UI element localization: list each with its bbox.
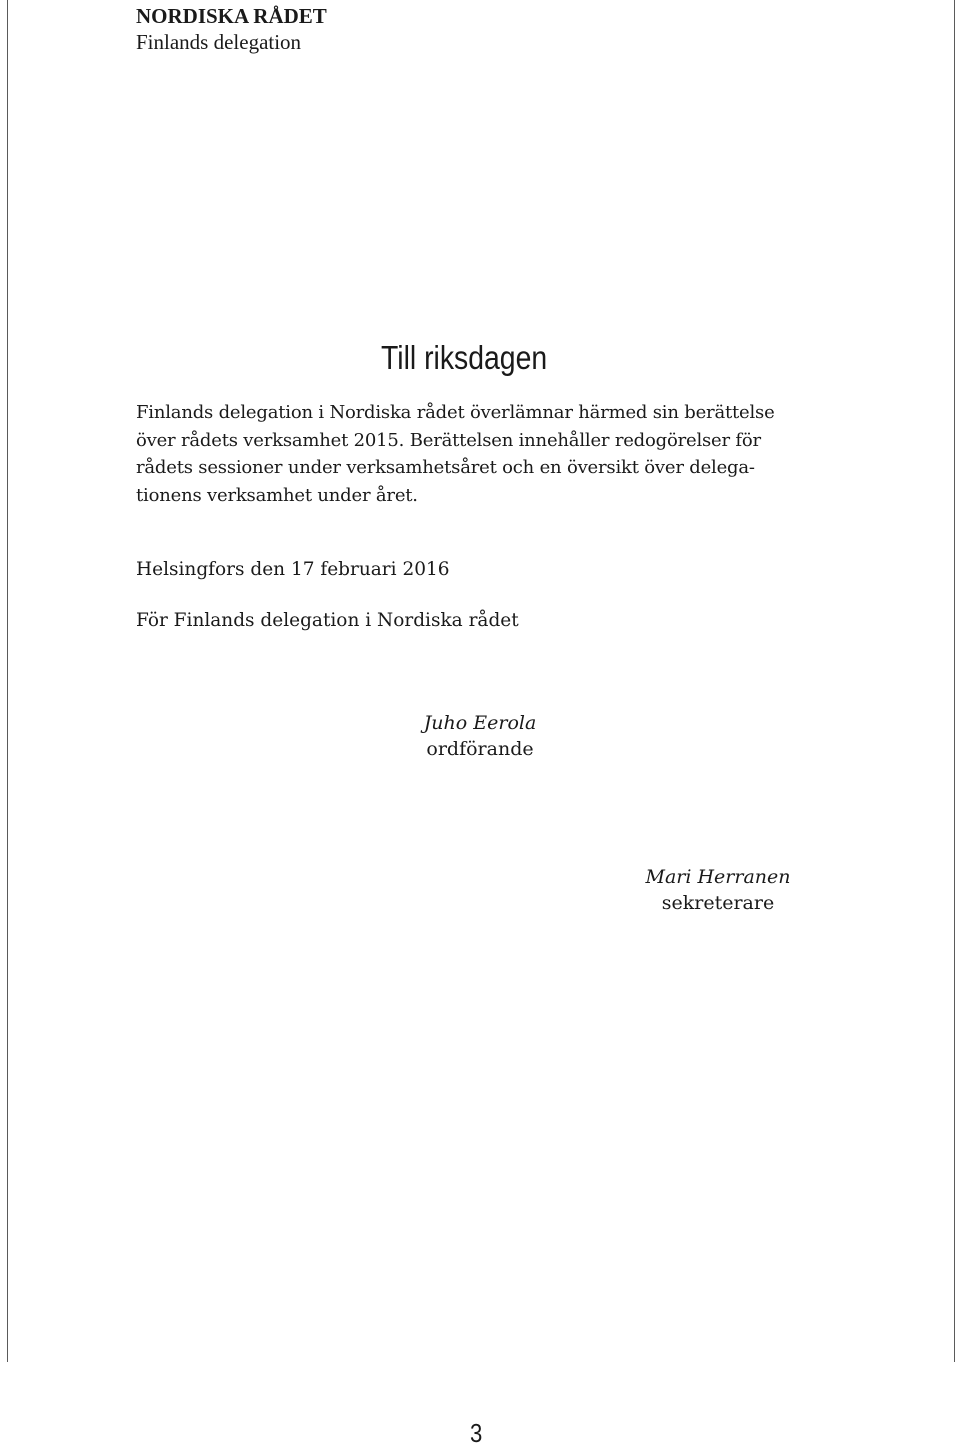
signature-chair [380, 710, 580, 762]
place-and-date: Helsingfors den 17 februari 2016 [136, 559, 450, 580]
body-line: Finlands delegation i Nordiska rådet överlämnar härmed sin berättelse [136, 402, 775, 423]
signatory-role: sekreterare [661, 892, 775, 914]
page-title: Till riksdagen [381, 339, 548, 376]
organization-unit: Finlands delegation [136, 30, 302, 54]
signatory-name: Juho Eerola [423, 712, 537, 734]
page-number: 3 [470, 1418, 483, 1448]
signatory-name: Mari Herranen [645, 866, 791, 888]
body-line: tionens verksamhet under året. [136, 484, 418, 506]
organization-name: NORDISKA RÅDET [136, 4, 327, 28]
left-margin-rule [7, 0, 8, 1362]
body-line: rådets sessioner under verksamhetsåret och en översikt över delega- [136, 457, 755, 478]
signature-secretary [618, 864, 818, 916]
on-behalf-line: För Finlands delegation i Nordiska rådet [136, 610, 519, 631]
body-line: över rådets verksamhet 2015. Berättelsen innehåller redogörelser för [136, 429, 761, 451]
body-paragraph [136, 399, 816, 509]
right-margin-rule [954, 0, 955, 1362]
signatory-role: ordförande [426, 738, 534, 760]
